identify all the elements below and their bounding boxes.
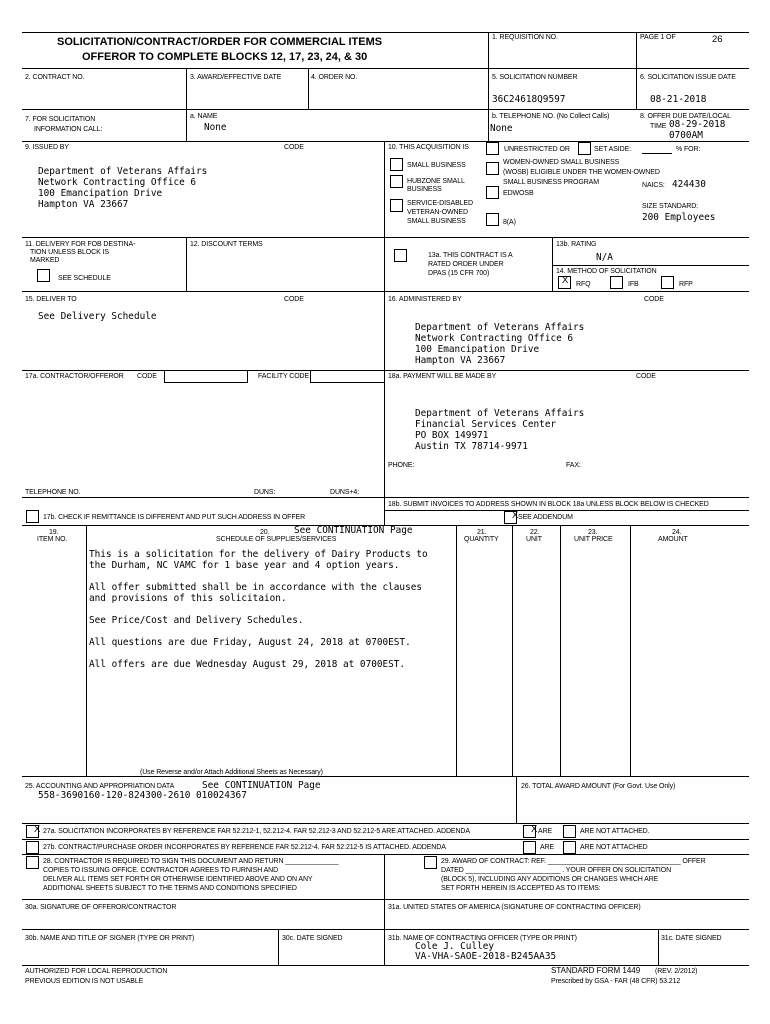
naics-value[interactable]: 424430 bbox=[672, 179, 706, 190]
rule bbox=[22, 899, 749, 900]
time-label: TIME bbox=[650, 123, 667, 130]
see-schedule-checkbox[interactable] bbox=[37, 269, 50, 282]
rule bbox=[658, 929, 659, 965]
facility-code-label: FACILITY CODE bbox=[258, 373, 310, 380]
footer-previous-edition: PREVIOUS EDITION IS NOT USABLE bbox=[25, 978, 144, 985]
rule bbox=[22, 88, 749, 89]
offer-due-label: 8. OFFER DUE DATE/LOCAL bbox=[640, 113, 731, 120]
accounting-label: 25. ACCOUNTING AND APPROPRIATION DATA bbox=[25, 783, 175, 790]
requisition-label: 1. REQUISITION NO. bbox=[492, 34, 558, 41]
27b-are-label: ARE bbox=[540, 844, 555, 851]
rfp-checkbox[interactable] bbox=[661, 276, 674, 289]
name-label: a. NAME bbox=[190, 113, 218, 120]
rule bbox=[186, 237, 187, 291]
administered-by-code-label: CODE bbox=[644, 296, 664, 303]
col-20-inline: See CONTINUATION Page bbox=[294, 525, 413, 536]
sdvosb-label-2: VETERAN-OWNED bbox=[407, 209, 468, 216]
wosb-label-3: SMALL BUSINESS PROGRAM bbox=[503, 179, 599, 186]
phone-label: PHONE: bbox=[388, 462, 415, 469]
footer-form-name: STANDARD FORM 1449 bbox=[551, 966, 641, 975]
duns4-label: DUNS+4: bbox=[330, 489, 360, 496]
col-21-label: QUANTITY bbox=[464, 536, 499, 543]
administered-by-label: 16. ADMINISTERED BY bbox=[388, 296, 462, 303]
28-line-2: COPIES TO ISSUING OFFICE. CONTRACTOR AGREES TO FURNISH AND bbox=[43, 867, 279, 874]
rule bbox=[22, 839, 749, 840]
see-schedule-label: SEE SCHEDULE bbox=[58, 275, 111, 282]
usa-signature-label: 31a. UNITED STATES OF AMERICA (SIGNATURE OF CONTRACTING OFFICER) bbox=[388, 904, 641, 911]
rule bbox=[22, 109, 749, 110]
rule bbox=[488, 68, 489, 109]
ifb-checkbox[interactable] bbox=[610, 276, 623, 289]
form-subtitle: OFFEROR TO COMPLETE BLOCKS 12, 17, 23, 24, & 30 bbox=[82, 51, 368, 63]
footer-prescribed: Prescribed by GSA - FAR (48 CFR) 53.212 bbox=[551, 978, 681, 985]
col-24-label: AMOUNT bbox=[658, 536, 688, 543]
edwosb-label: EDWOSB bbox=[503, 190, 534, 197]
27a-are-not-label: ARE NOT ATTACHED. bbox=[580, 828, 650, 835]
28-checkbox[interactable] bbox=[26, 856, 39, 869]
sdvosb-label-3: SMALL BUSINESS bbox=[407, 218, 466, 225]
27a-mark: X bbox=[34, 824, 41, 835]
27a-label: 27a. SOLICITATION INCORPORATES BY REFERENCE FAR 52.212-1, 52.212-4. FAR 52.212-3 AND 52.212-5 ARE ATTACHED. ADDENDA bbox=[43, 828, 470, 835]
29-line-3: (BLOCK 5), INCLUDING ANY ADDITIONS OR CHANGES WHICH ARE bbox=[441, 876, 659, 883]
rfp-label: RFP bbox=[679, 281, 693, 288]
contractor-code-label: CODE bbox=[137, 373, 157, 380]
fax-label: FAX: bbox=[566, 462, 581, 469]
percent-for-label: % FOR: bbox=[676, 146, 701, 153]
col-20-label: SCHEDULE OF SUPPLIES/SERVICES bbox=[216, 536, 337, 543]
deliver-to-label: 15. DELIVER TO bbox=[25, 296, 77, 303]
size-standard-value[interactable]: 200 Employees bbox=[642, 212, 716, 223]
rule bbox=[22, 497, 749, 498]
remittance-checkbox[interactable] bbox=[26, 510, 39, 523]
rule bbox=[22, 68, 749, 69]
rule bbox=[22, 370, 749, 371]
rule bbox=[636, 32, 637, 109]
solicitation-number[interactable]: 36C24618Q9597 bbox=[492, 94, 566, 105]
col-23-label: UNIT PRICE bbox=[574, 536, 613, 543]
rule bbox=[22, 929, 749, 930]
rule bbox=[186, 109, 187, 141]
telephone-label: b. TELEPHONE NO. (No Collect Calls) bbox=[492, 113, 610, 120]
rule bbox=[186, 68, 187, 109]
28-line-3: DELIVER ALL ITEMS SET FORTH OR OTHERWISE IDENTIFIED ABOVE AND ON ANY bbox=[43, 876, 313, 883]
8a-label: 8(A) bbox=[503, 219, 516, 226]
deliver-to-code-label: CODE bbox=[284, 296, 304, 303]
issued-by-code-label: CODE bbox=[284, 144, 304, 151]
page-label: PAGE 1 OF bbox=[640, 34, 676, 41]
contractor-label: 17a. CONTRACTOR/OFFEROR bbox=[25, 373, 124, 380]
rated-order-label-3: DPAS (15 CFR 700) bbox=[428, 270, 490, 277]
officer-name: Cole J. Culley bbox=[415, 941, 495, 952]
info-call-label-1: 7. FOR SOLICITATION bbox=[25, 116, 96, 123]
officer-name-label: 31b. NAME OF CONTRACTING OFFICER (TYPE OR PRINT) bbox=[388, 935, 577, 942]
29-line-4: SET FORTH HEREIN IS ACCEPTED AS TO ITEMS: bbox=[441, 885, 601, 892]
27a-are-mark: X bbox=[531, 824, 538, 835]
wosb-label-2: (WOSB) ELIGIBLE UNDER THE WOMEN-OWNED bbox=[503, 169, 660, 176]
payment-address: Department of Veterans Affairs Financial Services Center PO BOX 149971 Austin TX 78714-9971 bbox=[415, 408, 585, 452]
rfq-mark: X bbox=[562, 275, 569, 286]
addendum-label: SEE ADDENDUM bbox=[518, 514, 573, 521]
rated-order-label-2: RATED ORDER UNDER bbox=[428, 261, 504, 268]
col-21-num: 21. bbox=[477, 529, 487, 536]
rule bbox=[22, 141, 749, 142]
page-total: 26 bbox=[712, 34, 723, 45]
issue-date[interactable]: 08-21-2018 bbox=[650, 94, 707, 105]
col-23-num: 23. bbox=[588, 529, 598, 536]
rule bbox=[512, 525, 513, 776]
rule bbox=[560, 525, 561, 776]
discount-terms-label: 12. DISCOUNT TERMS bbox=[190, 241, 263, 248]
award-date-label: 3. AWARD/EFFECTIVE DATE bbox=[190, 74, 282, 81]
rule bbox=[22, 823, 749, 824]
rule bbox=[384, 510, 749, 511]
col-22-label: UNIT bbox=[526, 536, 542, 543]
29-checkbox[interactable] bbox=[424, 856, 437, 869]
rule bbox=[488, 32, 489, 68]
28-line-1: 28. CONTRACTOR IS REQUIRED TO SIGN THIS DOCUMENT AND RETURN ______________ bbox=[43, 858, 339, 865]
total-award-label: 26. TOTAL AWARD AMOUNT (For Govt. Use Only) bbox=[521, 783, 676, 790]
rating-label: 13b. RATING bbox=[556, 241, 597, 248]
rule bbox=[630, 525, 631, 776]
fob-label-3: MARKED bbox=[30, 257, 60, 264]
29-line-2: DATED _________________________ . YOUR OFFER ON SOLICITATION bbox=[441, 867, 672, 874]
27b-label: 27b. CONTRACT/PURCHASE ORDER INCORPORATES BY REFERENCE FAR 52.212-4. FAR 52.212-5 IS ATTACHED. ADDENDA bbox=[43, 844, 446, 851]
solicitation-number-label: 5. SOLICITATION NUMBER bbox=[492, 74, 578, 81]
8a-checkbox[interactable] bbox=[486, 213, 499, 226]
rule bbox=[552, 237, 553, 291]
name-value[interactable]: None bbox=[204, 122, 227, 133]
set-aside-checkbox[interactable] bbox=[578, 142, 591, 155]
deliver-to-value: See Delivery Schedule bbox=[38, 311, 157, 322]
signer-date-label: 30c. DATE SIGNED bbox=[282, 935, 343, 942]
order-no-label: 4. ORDER NO. bbox=[311, 74, 358, 81]
27a-are-label: ARE bbox=[538, 828, 553, 835]
small-business-label: SMALL BUSINESS bbox=[407, 162, 466, 169]
signature-offeror-label: 30a. SIGNATURE OF OFFEROR/CONTRACTOR bbox=[25, 904, 177, 911]
col-19-num: 19. bbox=[49, 529, 59, 536]
unrestricted-label: UNRESTRICTED OR bbox=[504, 146, 570, 153]
payment-code-label: CODE bbox=[636, 373, 656, 380]
27b-checkbox[interactable] bbox=[26, 841, 39, 854]
fob-label-2: TION UNLESS BLOCK IS bbox=[30, 249, 109, 256]
accounting-value: 558-3690160-120-824300-2610 010024367 bbox=[38, 790, 247, 801]
27a-are-not-checkbox[interactable] bbox=[563, 825, 576, 838]
contractor-code-box[interactable] bbox=[164, 370, 248, 383]
27b-are-checkbox[interactable] bbox=[523, 841, 536, 854]
hubzone-label-1: HUBZONE SMALL bbox=[407, 178, 465, 185]
payment-label: 18a. PAYMENT WILL BE MADE BY bbox=[388, 373, 497, 380]
signer-name-label: 30b. NAME AND TITLE OF SIGNER (TYPE OR PRINT) bbox=[25, 935, 195, 942]
rule bbox=[278, 929, 279, 965]
officer-reference: VA-VHA-SAOE-2018-B245AA35 bbox=[415, 951, 557, 962]
naics-label: NAICS: bbox=[642, 182, 665, 189]
rule bbox=[384, 854, 385, 965]
edwosb-checkbox[interactable] bbox=[486, 186, 499, 199]
facility-code-box[interactable] bbox=[310, 370, 385, 383]
hubzone-checkbox[interactable] bbox=[390, 175, 403, 188]
rule bbox=[384, 141, 385, 525]
rated-order-label-1: 13a. THIS CONTRACT IS A bbox=[428, 252, 513, 259]
issued-by-address: Department of Veterans Affairs Network Contracting Office 6 100 Emancipation Drive Hampton VA 23667 bbox=[38, 166, 208, 210]
officer-date-label: 31c. DATE SIGNED bbox=[661, 935, 722, 942]
schedule-footnote: (Use Reverse and/or Attach Additional Sheets as Necessary) bbox=[140, 769, 323, 776]
info-call-label-2: INFORMATION CALL: bbox=[34, 126, 103, 133]
col-22-num: 22. bbox=[530, 529, 540, 536]
rule bbox=[456, 525, 457, 776]
rated-order-checkbox[interactable] bbox=[394, 249, 407, 262]
telephone-value[interactable]: None bbox=[490, 123, 513, 134]
rule bbox=[488, 109, 489, 141]
form-title: SOLICITATION/CONTRACT/ORDER FOR COMMERCIAL ITEMS bbox=[57, 36, 383, 48]
administered-by-address: Department of Veterans Affairs Network Contracting Office 6 100 Emancipation Drive Hampton VA 23667 bbox=[415, 322, 585, 366]
invoice-label: 18b. SUBMIT INVOICES TO ADDRESS SHOWN IN BLOCK 18a UNLESS BLOCK BELOW IS CHECKED bbox=[388, 501, 709, 508]
sdvosb-checkbox[interactable] bbox=[390, 199, 403, 212]
method-label: 14. METHOD OF SOLICITATION bbox=[556, 268, 657, 275]
offer-due-time[interactable]: 0700AM bbox=[669, 130, 703, 141]
addendum-mark: X bbox=[512, 510, 519, 521]
issue-date-label: 6. SOLICITATION ISSUE DATE bbox=[640, 74, 736, 81]
issued-by-label: 9. ISSUED BY bbox=[25, 144, 69, 151]
telephone-no-label: TELEPHONE NO. bbox=[25, 489, 81, 496]
sdvosb-label-1: SERVICE-DISABLED bbox=[407, 200, 473, 207]
footer-reproduction: AUTHORIZED FOR LOCAL REPRODUCTION bbox=[25, 968, 168, 975]
col-19-label: ITEM NO. bbox=[37, 536, 68, 543]
rule bbox=[22, 854, 749, 855]
rule bbox=[22, 32, 749, 33]
col-20-num: 20. bbox=[260, 529, 270, 536]
rule bbox=[22, 291, 749, 292]
hubzone-label-2: BUSINESS bbox=[407, 186, 442, 193]
29-line-1: 29. AWARD OF CONTRACT: REF. ___________________________________ OFFER bbox=[441, 858, 706, 865]
27b-are-not-checkbox[interactable] bbox=[563, 841, 576, 854]
contract-no-label: 2. CONTRACT NO. bbox=[25, 74, 85, 81]
rule bbox=[22, 776, 749, 777]
size-standard-label: SIZE STANDARD: bbox=[642, 203, 699, 210]
rule bbox=[22, 237, 749, 238]
duns-label: DUNS: bbox=[254, 489, 276, 496]
accounting-inline: See CONTINUATION Page bbox=[202, 780, 321, 791]
footer-revision: (REV. 2/2012) bbox=[655, 968, 698, 975]
28-line-4: ADDITIONAL SHEETS SUBJECT TO THE TERMS AND CONDITIONS SPECIFIED bbox=[43, 885, 297, 892]
rule bbox=[552, 265, 749, 266]
wosb-checkbox[interactable] bbox=[486, 162, 499, 175]
rule bbox=[516, 776, 517, 823]
wosb-label-1: WOMEN-OWNED SMALL BUSINESS bbox=[503, 159, 620, 166]
rating-value[interactable]: N/A bbox=[596, 252, 613, 263]
fob-label-1: 11. DELIVERY FOR FOB DESTINA- bbox=[25, 241, 136, 248]
rule bbox=[86, 525, 87, 776]
rule bbox=[308, 68, 309, 109]
set-aside-blank bbox=[642, 153, 672, 154]
ifb-label: IFB bbox=[628, 281, 639, 288]
unrestricted-checkbox[interactable] bbox=[486, 142, 499, 155]
schedule-body: This is a solicitation for the delivery of Dairy Products to the Durham, NC VAMC for 1 base year and 4 option years. All offer submitted shall be in accordance with the clauses and provisions of this solicitaion. See Price/Cost and Delivery Schedules. All questions are due Friday, August 24, 2018 at 0700EST. All offers are due Wednesday August 29, 2018 at 0700EST. bbox=[89, 549, 428, 670]
small-business-checkbox[interactable] bbox=[390, 158, 403, 171]
remittance-label: 17b. CHECK IF REMITTANCE IS DIFFERENT AND PUT SUCH ADDRESS IN OFFER bbox=[43, 514, 306, 521]
27b-are-not-label: ARE NOT ATTACHED bbox=[580, 844, 648, 851]
set-aside-label: SET ASIDE: bbox=[594, 146, 631, 153]
rfq-label: RFQ bbox=[576, 281, 591, 288]
offer-due-date[interactable]: 08-29-2018 bbox=[669, 119, 726, 130]
col-24-num: 24. bbox=[672, 529, 682, 536]
acquisition-label: 10. THIS ACQUISITION IS bbox=[388, 144, 469, 151]
